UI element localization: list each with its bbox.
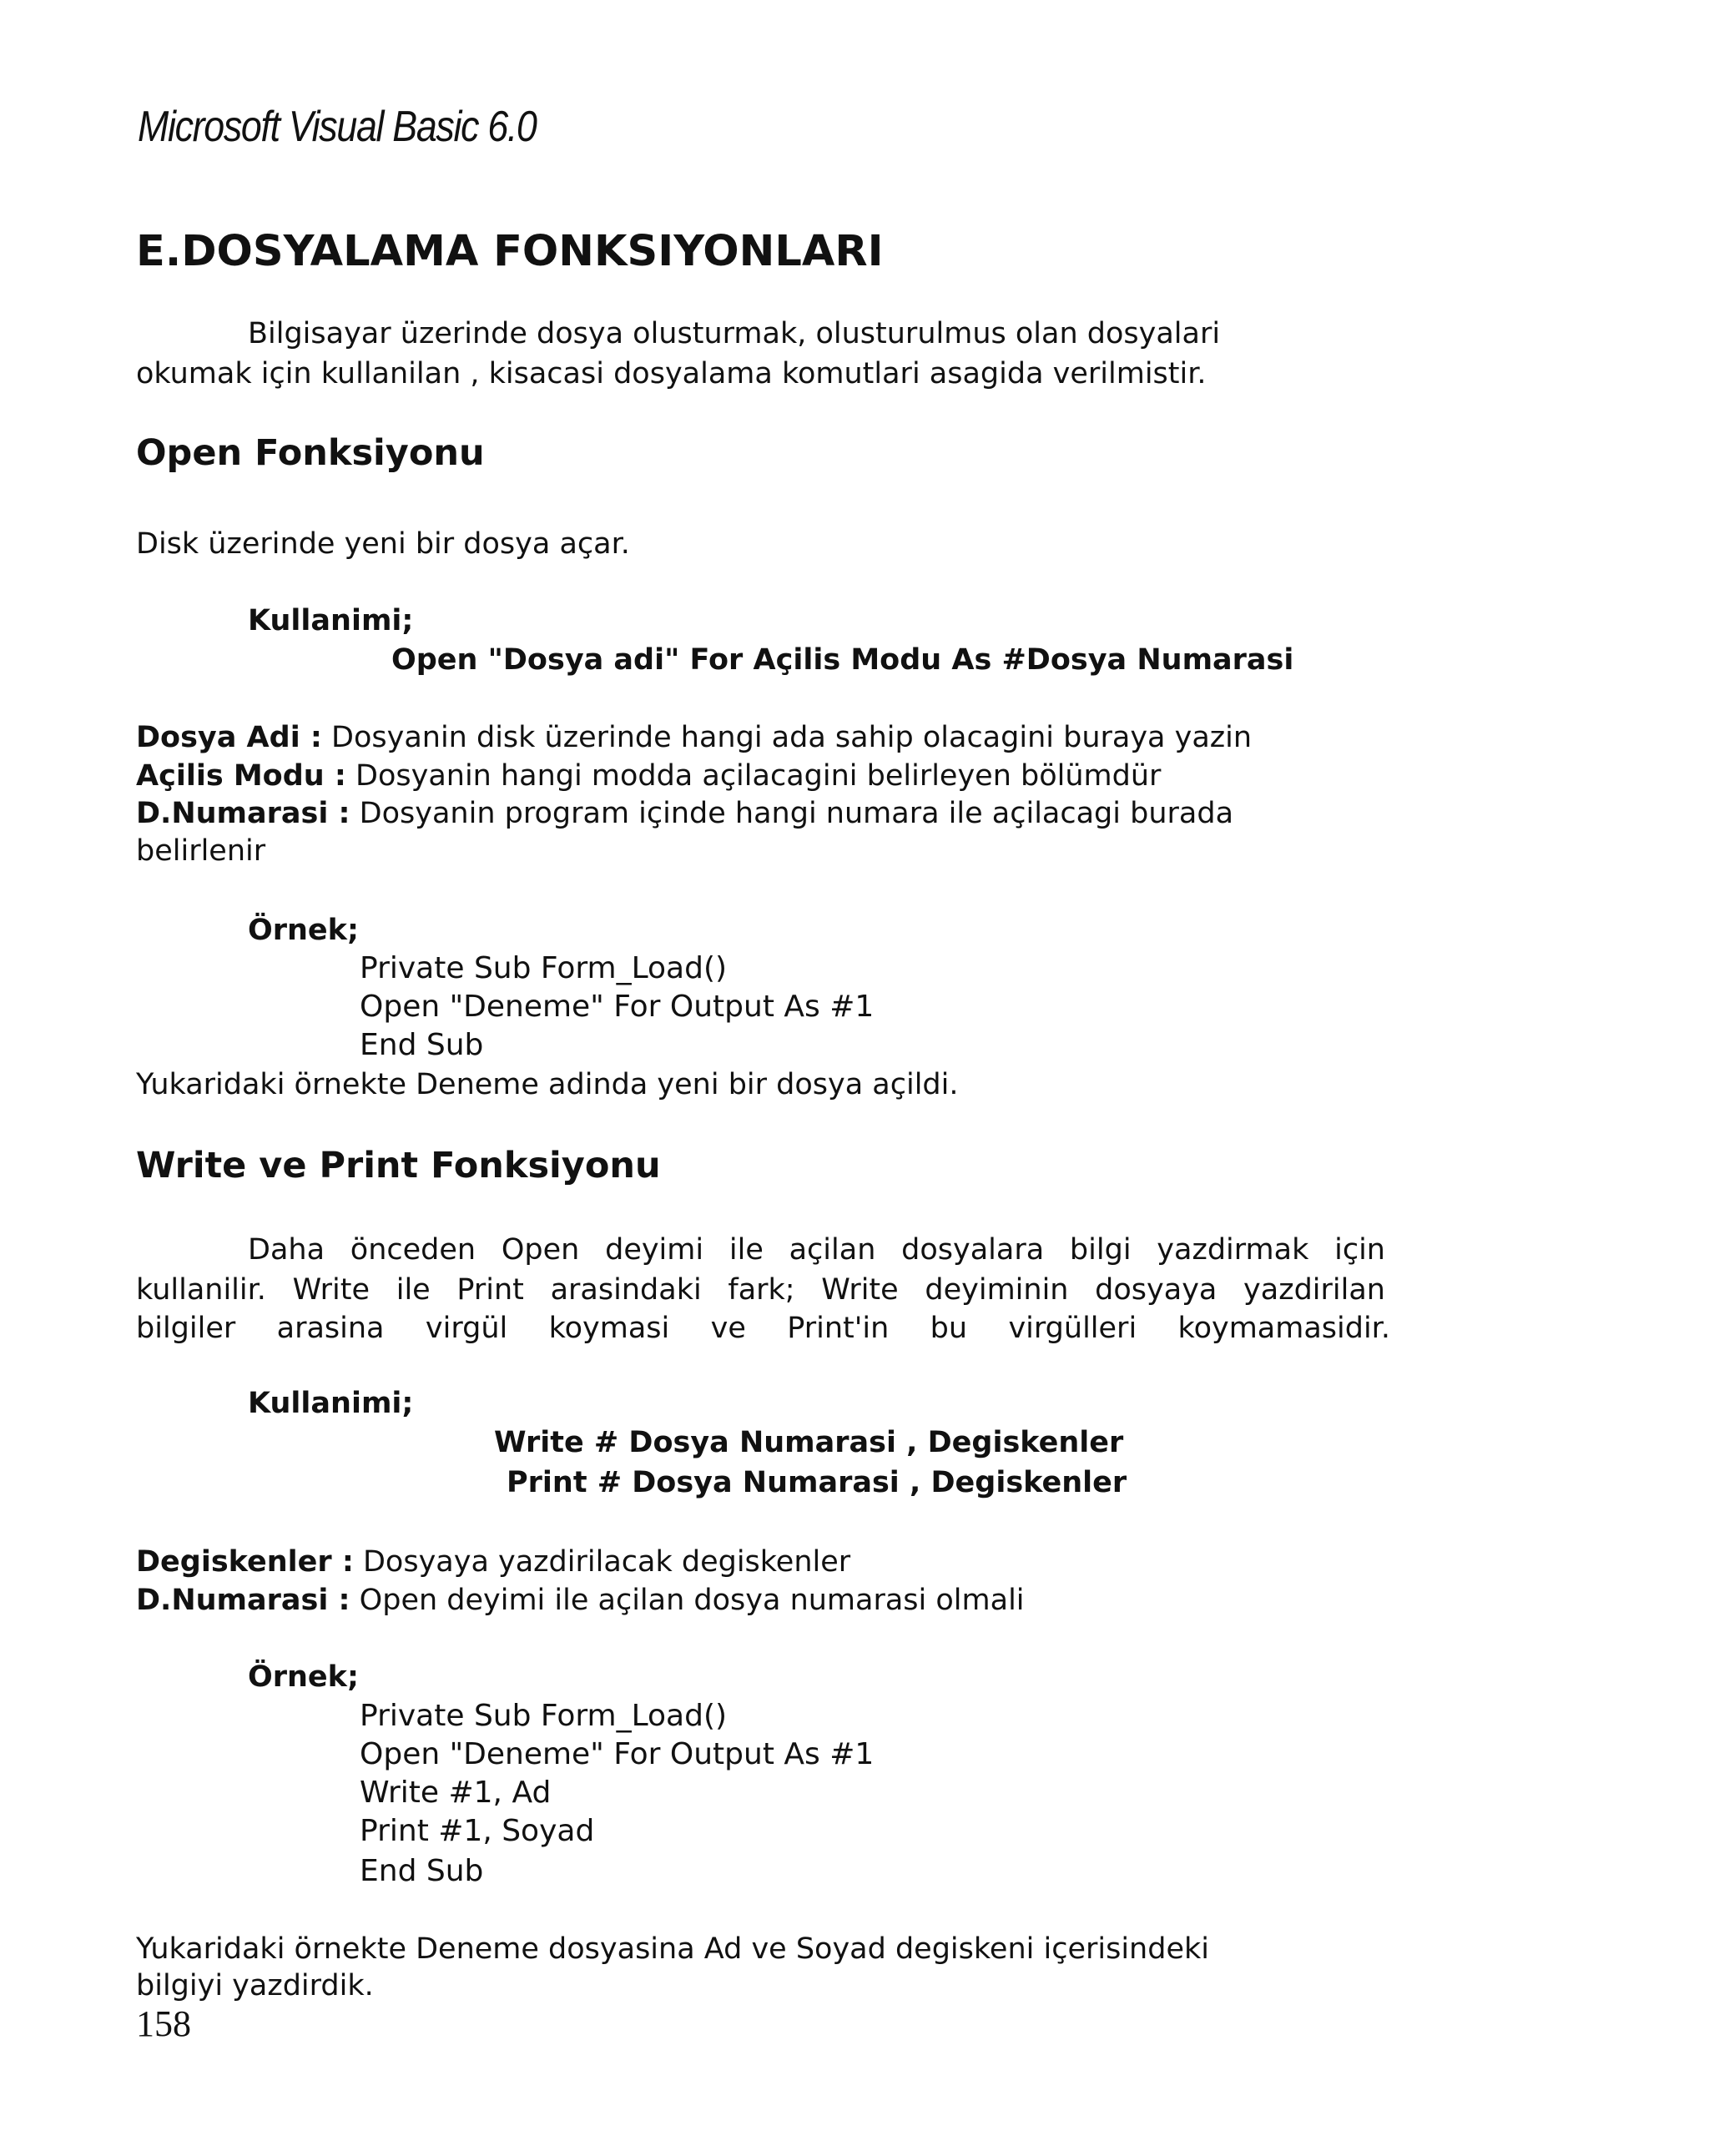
running-header: Microsoft Visual Basic 6.0	[138, 103, 537, 151]
write-result-line-2: bilgiyi yazdirdik.	[136, 1969, 374, 2002]
open-usage-label: Kullanimi;	[248, 604, 414, 637]
print-syntax: Print # Dosya Numarasi , Degiskenler	[507, 1466, 1127, 1499]
open-code-line: Open "Deneme" For Output As #1	[360, 990, 875, 1024]
open-example-label: Örnek;	[248, 914, 359, 947]
intro-line-1: Bilgisayar üzerinde dosya olusturmak, olusturulmus olan dosyalari	[248, 317, 1221, 350]
param-desc: Dosyanin hangi modda açilacagini belirleyen bölümdür	[345, 759, 1162, 793]
write-code-line: Write #1, Ad	[360, 1776, 552, 1810]
open-param-row	[136, 721, 1252, 754]
open-param-row	[136, 797, 1233, 830]
page-number: 158	[136, 2003, 191, 2044]
open-code-line: End Sub	[360, 1028, 484, 1062]
write-code-line: Private Sub Form_Load()	[360, 1699, 728, 1733]
param-term: D.Numarasi :	[136, 1584, 350, 1617]
open-param-row	[136, 759, 1161, 793]
write-code-line: End Sub	[360, 1854, 484, 1888]
write-syntax: Write # Dosya Numarasi , Degiskenler	[494, 1426, 1124, 1459]
open-syntax: Open "Dosya adi" For Açilis Modu As #Dosya Numarasi	[391, 643, 1294, 677]
intro-line-2: okumak için kullanilan , kisacasi dosyalama komutlari asagida verilmistir.	[136, 357, 1207, 390]
chapter-title: E.DOSYALAMA FONKSIYONLARI	[136, 227, 884, 276]
write-code-line: Open "Deneme" For Output As #1	[360, 1737, 875, 1771]
write-param-row	[136, 1584, 1025, 1617]
param-term: D.Numarasi :	[136, 797, 350, 830]
param-desc: Dosyanin program içinde hangi numara ile açilacagi burada	[350, 797, 1234, 830]
param-term: Açilis Modu :	[136, 759, 346, 793]
param-desc: Dosyaya yazdirilacak degiskenler	[353, 1545, 851, 1579]
write-code-line: Print #1, Soyad	[360, 1814, 595, 1848]
open-result: Yukaridaki örnekte Deneme adinda yeni bir dosya açildi.	[136, 1068, 959, 1101]
write-example-label: Örnek;	[248, 1660, 359, 1694]
write-para-line-2: kullanilir. Write ile Print arasindaki fark; Write deyiminin dosyaya yazdirilan	[136, 1273, 1385, 1307]
write-para-line-1: Daha önceden Open deyimi ile açilan dosyalara bilgi yazdirmak için	[248, 1233, 1385, 1267]
write-section-heading: Write ve Print Fonksiyonu	[136, 1145, 661, 1186]
param-term: Degiskenler :	[136, 1545, 354, 1579]
open-param-continuation: belirlenir	[136, 834, 266, 868]
write-param-row	[136, 1545, 850, 1579]
write-para-line-3: bilgiler arasina virgül koymasi ve Print'in bu virgülleri koymamasidir.	[136, 1312, 1390, 1345]
param-desc: Open deyimi ile açilan dosya numarasi olmali	[350, 1584, 1025, 1617]
write-usage-label: Kullanimi;	[248, 1387, 414, 1420]
open-description: Disk üzerinde yeni bir dosya açar.	[136, 527, 630, 561]
param-term: Dosya Adi :	[136, 721, 322, 754]
write-result-line-1: Yukaridaki örnekte Deneme dosyasina Ad ve Soyad degiskeni içerisindeki	[136, 1932, 1209, 1966]
param-desc: Dosyanin disk üzerinde hangi ada sahip olacagini buraya yazin	[321, 721, 1253, 754]
open-code-line: Private Sub Form_Load()	[360, 951, 728, 985]
open-section-heading: Open Fonksiyonu	[136, 432, 485, 474]
